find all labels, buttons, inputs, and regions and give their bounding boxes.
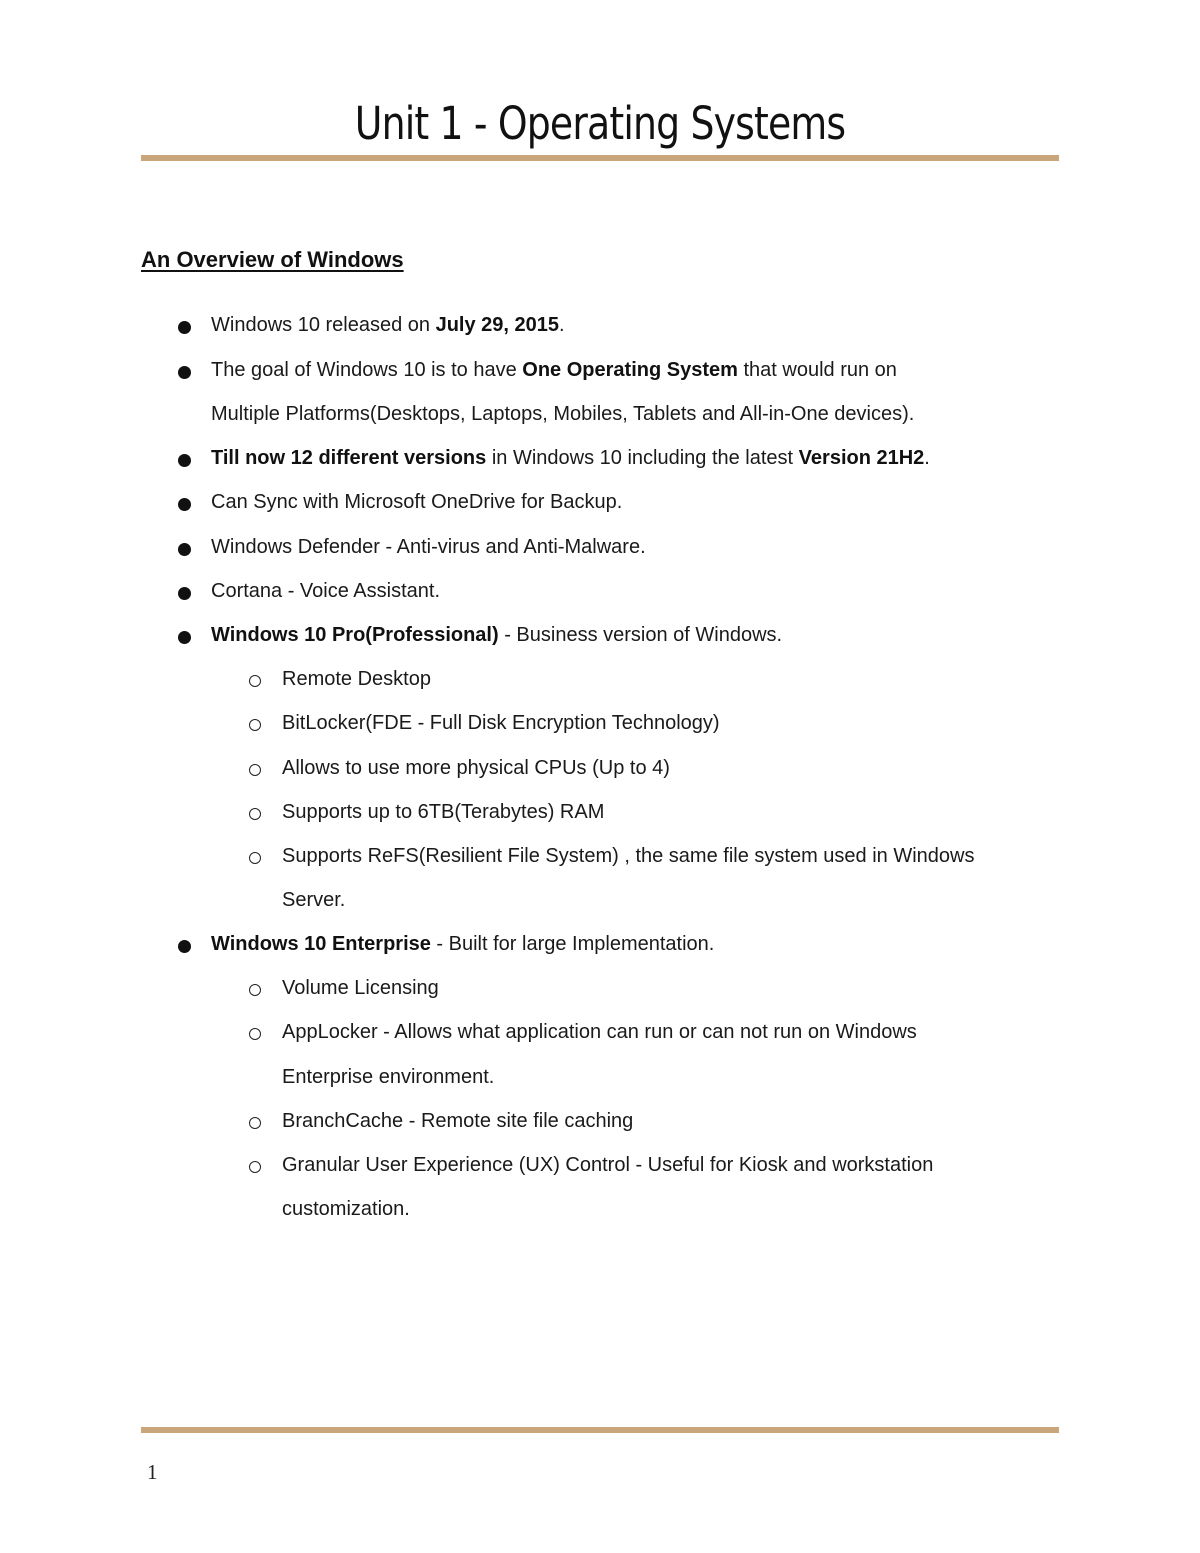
list-item-text: - Business version of Windows. — [498, 624, 783, 646]
list-item — [211, 621, 782, 649]
sub-bullet-marker — [249, 1117, 261, 1129]
sub-list-item-text: BranchCache - Remote site file caching — [282, 1110, 634, 1132]
sub-list-item-text: Supports ReFS(Resilient File System) , the same file system used in Windows — [282, 845, 975, 867]
header-divider — [141, 155, 1059, 161]
list-item-continuation — [211, 400, 914, 428]
list-item-text: - Built for large Implementation. — [430, 933, 715, 955]
sub-list-item — [282, 754, 670, 782]
sub-list-item — [282, 709, 720, 737]
sub-list-item-text: Remote Desktop — [282, 668, 431, 690]
list-item-text: that would run on — [737, 359, 897, 381]
list-item-text: Windows Defender - Anti-virus and Anti-Malware. — [211, 536, 646, 558]
sub-bullet-marker — [249, 675, 261, 687]
page-number: 1 — [147, 1460, 158, 1484]
list-item — [211, 311, 565, 339]
emphasis-text: 12 different versions — [290, 447, 487, 469]
list-item — [211, 533, 646, 561]
bullet-marker — [178, 940, 191, 953]
footer-divider — [141, 1427, 1059, 1433]
list-item-text: The goal of Windows 10 is to have — [211, 359, 523, 381]
sub-list-item-continuation — [282, 1195, 410, 1223]
sub-bullet-marker — [249, 808, 261, 820]
section-heading: An Overview of Windows — [141, 247, 404, 272]
list-item-text: Multiple Platforms(Desktops, Laptops, Mobiles, Tablets and All-in-One devices). — [211, 403, 915, 425]
sub-list-item-text: Volume Licensing — [282, 977, 439, 999]
sub-list-item-continuation — [282, 1063, 494, 1091]
sub-list-item-text: Allows to use more physical CPUs (Up to 4) — [282, 757, 670, 779]
sub-bullet-marker — [249, 719, 261, 731]
sub-list-item — [282, 1151, 933, 1179]
bullet-marker — [178, 587, 191, 600]
sub-list-item-text: Server. — [282, 889, 346, 911]
bullet-marker — [178, 321, 191, 334]
release-date: July 29, 2015 — [435, 314, 560, 336]
list-item-text: . — [924, 447, 930, 469]
sub-list-item — [282, 798, 604, 826]
bullet-marker — [178, 498, 191, 511]
list-item — [211, 356, 897, 384]
sub-list-item-text: AppLocker - Allows what application can run or can not run on Windows — [282, 1021, 917, 1043]
sub-list-item — [282, 1107, 633, 1135]
list-item-text: Can Sync with Microsoft OneDrive for Backup. — [211, 491, 623, 513]
list-item-text: in Windows 10 including the latest — [486, 447, 799, 469]
sub-bullet-marker — [249, 984, 261, 996]
emphasis-text: Windows 10 Enterprise — [211, 933, 431, 955]
list-item — [211, 577, 440, 605]
emphasis-text: Windows 10 Pro(Professional) — [211, 624, 499, 646]
sub-list-item-text: customization. — [282, 1198, 410, 1220]
sub-bullet-marker — [249, 852, 261, 864]
sub-list-item-text: BitLocker(FDE - Full Disk Encryption Technology) — [282, 712, 720, 734]
emphasis-text: One Operating System — [522, 359, 738, 381]
bullet-marker — [178, 631, 191, 644]
emphasis-text: Version 21H2 — [798, 447, 925, 469]
list-item-text: Windows 10 released on — [211, 314, 436, 336]
page-title: Unit 1 - Operating Systems — [354, 97, 846, 150]
sub-list-item — [282, 1018, 917, 1046]
bullet-marker — [178, 543, 191, 556]
sub-list-item — [282, 665, 431, 693]
emphasis-text: Till now — [211, 447, 286, 469]
list-item-text: Cortana - Voice Assistant. — [211, 580, 441, 602]
list-item — [211, 488, 622, 516]
list-item-text: . — [559, 314, 565, 336]
sub-bullet-marker — [249, 1161, 261, 1173]
sub-list-item — [282, 842, 974, 870]
sub-list-item — [282, 974, 439, 1002]
sub-list-item-continuation — [282, 886, 345, 914]
sub-bullet-marker — [249, 1028, 261, 1040]
sub-list-item-text: Enterprise environment. — [282, 1066, 495, 1088]
bullet-marker — [178, 366, 191, 379]
sub-bullet-marker — [249, 764, 261, 776]
sub-list-item-text: Supports up to 6TB(Terabytes) RAM — [282, 801, 605, 823]
list-item — [211, 444, 930, 472]
bullet-marker — [178, 454, 191, 467]
list-item — [211, 930, 714, 958]
sub-list-item-text: Granular User Experience (UX) Control - Useful for Kiosk and workstation — [282, 1154, 934, 1176]
